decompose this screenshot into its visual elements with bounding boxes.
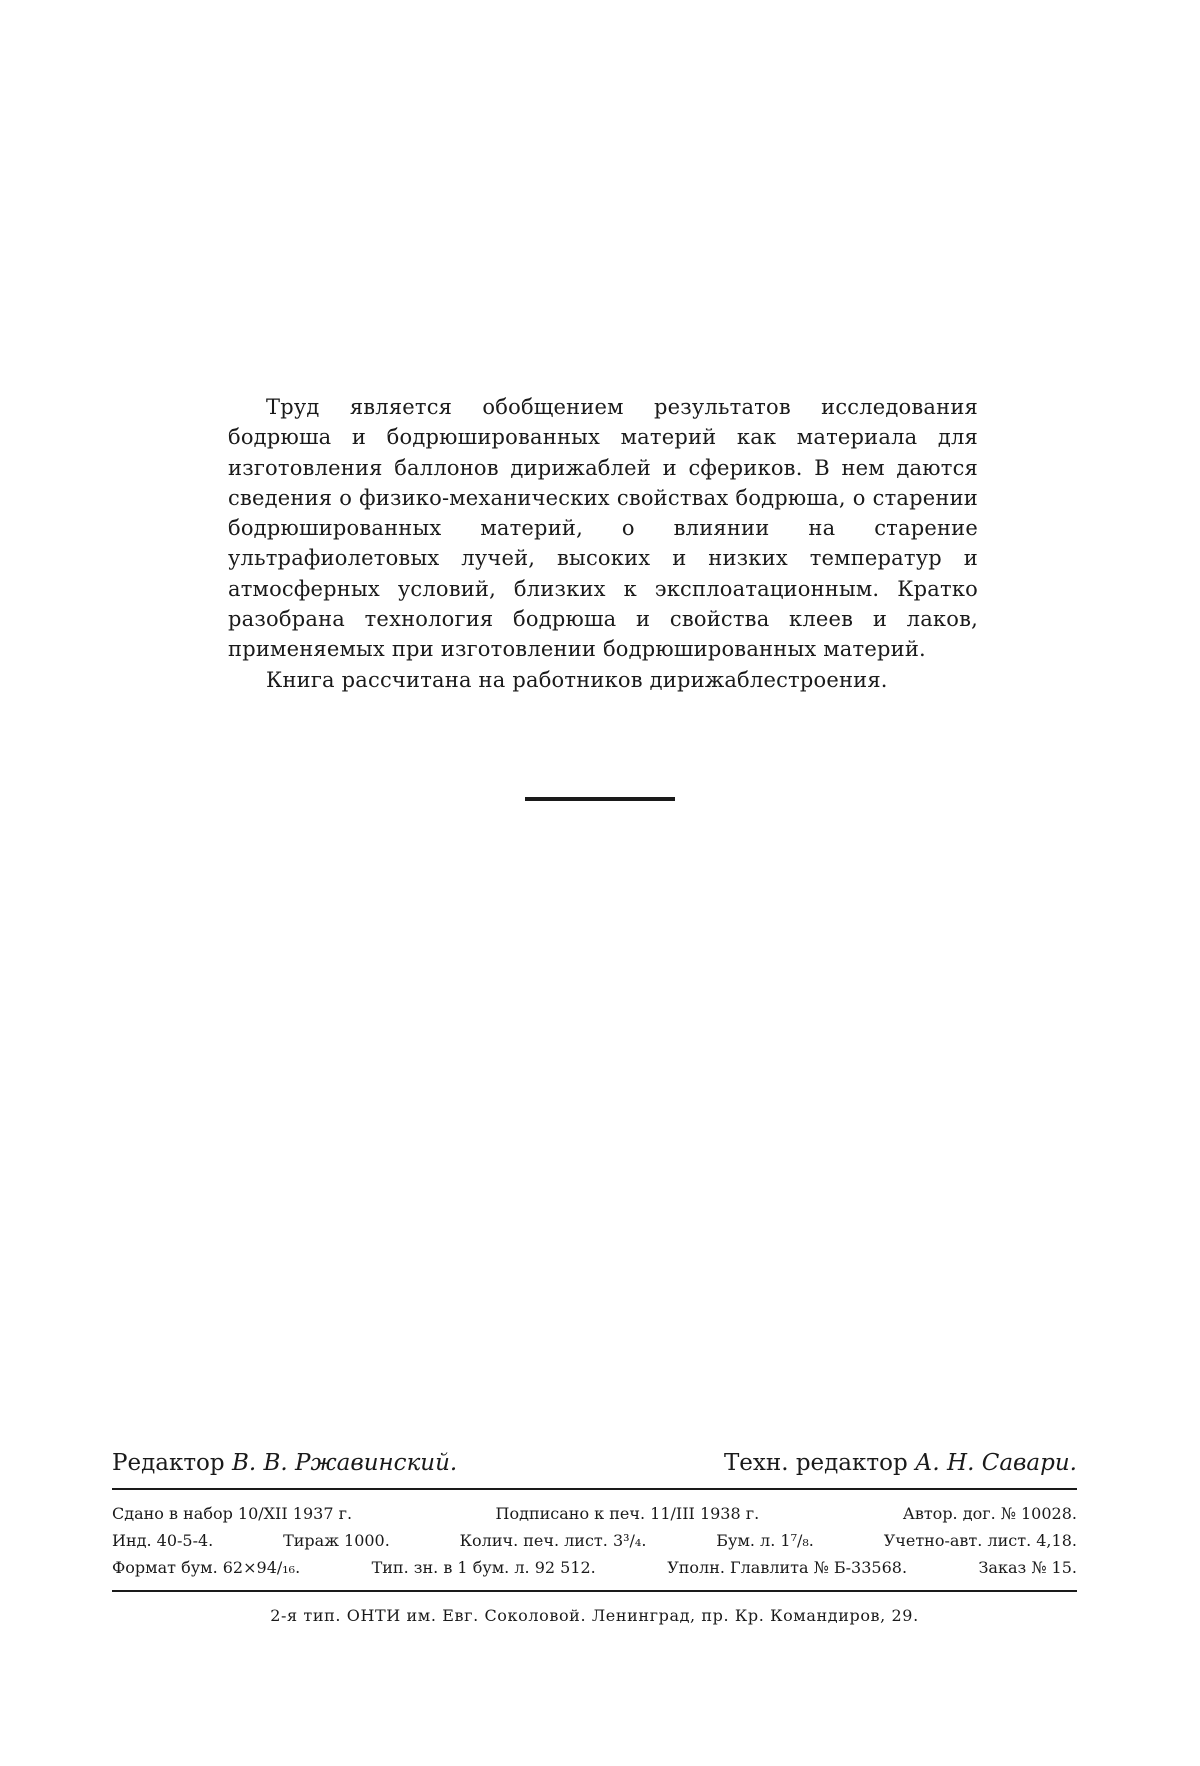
tech-editor-credit <box>724 1450 1077 1476</box>
tech-editor-label: Техн. редактор <box>723 1450 908 1476</box>
imprint-typeset-date: Сдано в набор 10/XII 1937 г. <box>112 1504 353 1523</box>
imprint-signed-date: Подписано к печ. 11/III 1938 г. <box>495 1504 760 1523</box>
imprint-censor-number: Уполн. Главлита № Б-33568. <box>667 1558 908 1577</box>
editor-name: В. В. Ржавинский. <box>231 1450 458 1476</box>
imprint-row <box>112 1527 1077 1554</box>
audience-note: Книга рассчитана на работников дирижаблестроения. <box>266 667 888 692</box>
imprint-row <box>112 1500 1077 1527</box>
imprint-top-rule <box>112 1488 1077 1490</box>
imprint-order-number: Заказ № 15. <box>978 1558 1077 1577</box>
abstract <box>228 392 978 695</box>
imprint-characters-per-sheet: Тип. зн. в 1 бум. л. 92 512. <box>371 1558 596 1577</box>
imprint-block <box>112 1500 1077 1581</box>
printer-line: 2-я тип. ОНТИ им. Евг. Соколовой. Ленинград, пр. Кр. Командиров, 29. <box>270 1606 919 1625</box>
imprint-print-sheets: Колич. печ. лист. 3³/₄. <box>459 1531 647 1550</box>
abstract-paragraph: Труд является обобщением результатов исследования бодрюша и бодрюшированных материй как материала для изготовления баллонов дирижаблей и сфериков. В нем даются сведения о физико-механических свойствах бодрюша, о старении бодрюшированных материй, о влиянии на старение ультрафиолетовых лучей, высоких и низких температур и атмосферных условий, близких к эксплоатационным. Кратко разобрана технология бодрюша и свойства клеев и лаков, применяемых при изготовлении бодрюшированных материй. <box>228 395 978 662</box>
imprint-print-run: Тираж 1000. <box>283 1531 390 1550</box>
tech-editor-name: А. Н. Савари. <box>915 1450 1077 1476</box>
editor-credit <box>112 1450 457 1476</box>
imprint-bottom-rule <box>112 1590 1077 1592</box>
imprint-paper-sheets: Бум. л. 1⁷/₈. <box>716 1531 814 1550</box>
editor-label: Редактор <box>112 1450 225 1476</box>
imprint-contract: Автор. дог. № 10028. <box>902 1504 1077 1523</box>
imprint-row <box>112 1554 1077 1581</box>
editor-credits <box>112 1450 1077 1484</box>
imprint-author-sheets: Учетно-авт. лист. 4,18. <box>883 1531 1077 1550</box>
imprint-index: Инд. 40-5-4. <box>112 1531 214 1550</box>
imprint-paper-format: Формат бум. 62×94/₁₆. <box>112 1558 301 1577</box>
section-divider <box>525 797 675 801</box>
